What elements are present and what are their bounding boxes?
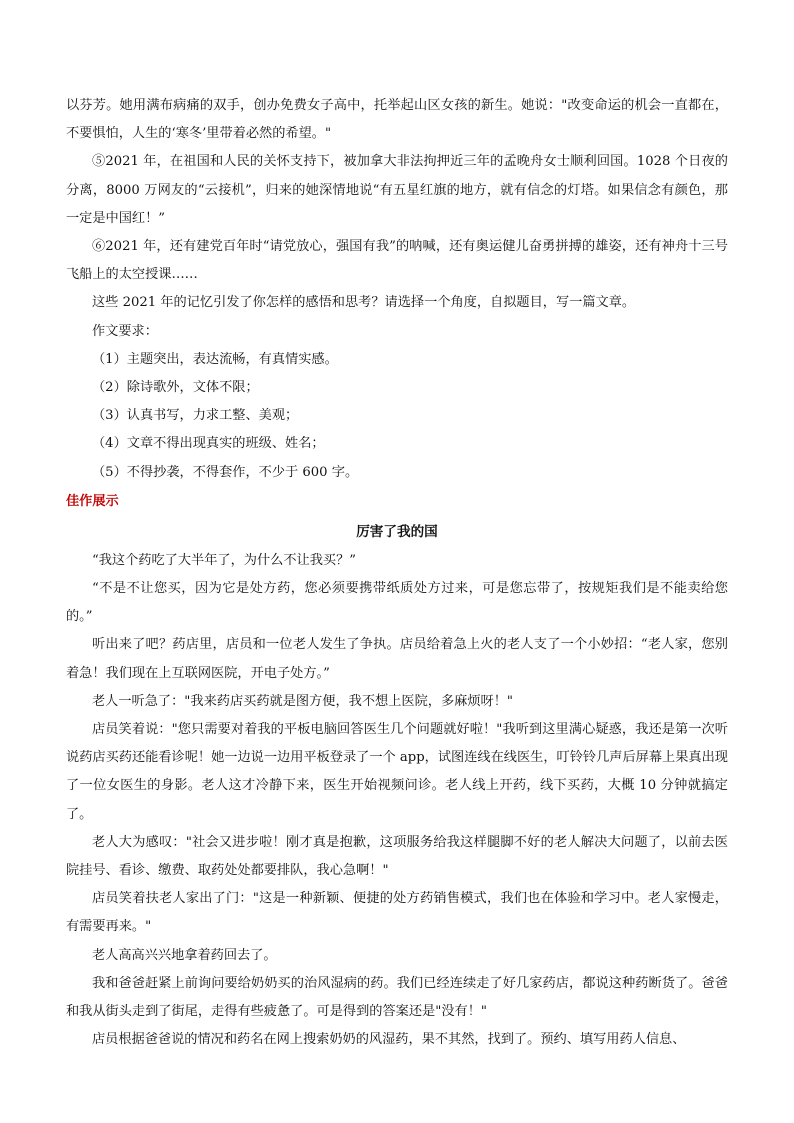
essay-paragraph: 听出来了吧？药店里，店员和一位老人发生了争执。店员给着急上火的老人支了一个小妙招：“老人家，您别着急！我们现在上互联网医院，开电子处方。”: [66, 637, 728, 681]
essay-paragraph: 我和爸爸赶紧上前询问要给奶奶买的治风湿病的药。我们已经连续走了好几家药店，都说这种药断货了。爸爸和我从街头走到了街尾，走得有些疲惫了。可是得到的答案还是"没有！": [66, 975, 728, 1020]
essay-paragraph: 店员笑着扶老人家出了门："这是一种新颖、便捷的处方药销售模式，我们也在体验和学习中。老人家慢走，有需要再来。": [66, 891, 728, 935]
essay-paragraph: 老人大为感叹："社会又进步啦！刚才真是抱歉，这项服务给我这样腿脚不好的老人解决大问题了，以前去医院挂号、看诊、缴费、取药处处都要排队，我心急啊！": [66, 834, 728, 879]
prompt-paragraph: 以芬芳。她用满布病痛的双手，创办免费女子高中，托举起山区女孩的新生。她说："改变命运的机会一直都在，不要惧怕，人生的‘寒冬’里带着必然的希望。": [66, 98, 728, 142]
section-heading: 佳作展示: [66, 493, 119, 509]
essay-paragraph: 老人一听急了："我来药店买药就是图方便，我不想上医院，多麻烦呀！": [92, 693, 513, 709]
essay-paragraph: “不是不让您买，因为它是处方药，您必须要携带纸质处方过来，可是您忘带了，按规矩我们是不能卖给您的。”: [66, 581, 728, 625]
essay-paragraph: 老人高高兴兴地拿着药回去了。: [92, 947, 277, 963]
requirement-item: （3）认真书写，力求工整、美观；: [92, 408, 299, 424]
prompt-paragraph: ⑤2021 年，在祖国和人民的关怀支持下，被加拿大非法拘押近三年的孟晚舟女士顺利回国。1028 个日夜的分离，8000 万网友的“云接机”，归来的她深情地说“有五星红旗的地方，就有信念的灯塔。如果信念有颜色，那一定是中国红！”: [66, 154, 728, 226]
requirement-item: （4）文章不得出现真实的班级、姓名；: [92, 436, 325, 452]
prompt-instruction: 这些 2021 年的记忆引发了你怎样的感悟和思考？请选择一个角度，自拟题目，写一篇文章。: [92, 295, 636, 311]
prompt-paragraph: ⑥2021 年，还有建党百年时“请党放心，强国有我”的呐喊，还有奥运健儿奋勇拼搏的雄姿，还有神舟十三号飞船上的太空授课……: [66, 239, 728, 283]
requirements-label: 作文要求：: [92, 323, 158, 339]
requirement-item: （5）不得抄袭，不得套作，不少于 600 字。: [92, 464, 359, 480]
document-page: [66, 92, 728, 1055]
essay-paragraph: “我这个药吃了大半年了，为什么不让我买？”: [92, 552, 357, 568]
essay-paragraph: 店员笑着说："您只需要对着我的平板电脑回答医生几个问题就好啦！"我听到这里满心疑惑，我还是第一次听说药店买药还能看诊呢！她一边说一边用平板登录了一个 app，试图连线在线医生，叮铃铃几声后屏幕上果真出现了一位女医生的身影。老人这才冷静下来，医生开始视频问诊。老人线上开药，线下买药，大概 10 分钟就搞定了。: [66, 722, 728, 822]
requirement-item: （2）除诗歌外，文体不限；: [92, 380, 259, 396]
requirement-item: （1）主题突出，表达流畅，有真情实感。: [92, 351, 338, 367]
essay-paragraph: 店员根据爸爸说的情况和药名在网上搜索奶奶的风湿药，果不其然，找到了。预约、填写用药人信息、: [92, 1032, 686, 1048]
essay-title: 厉害了我的国: [356, 523, 438, 540]
